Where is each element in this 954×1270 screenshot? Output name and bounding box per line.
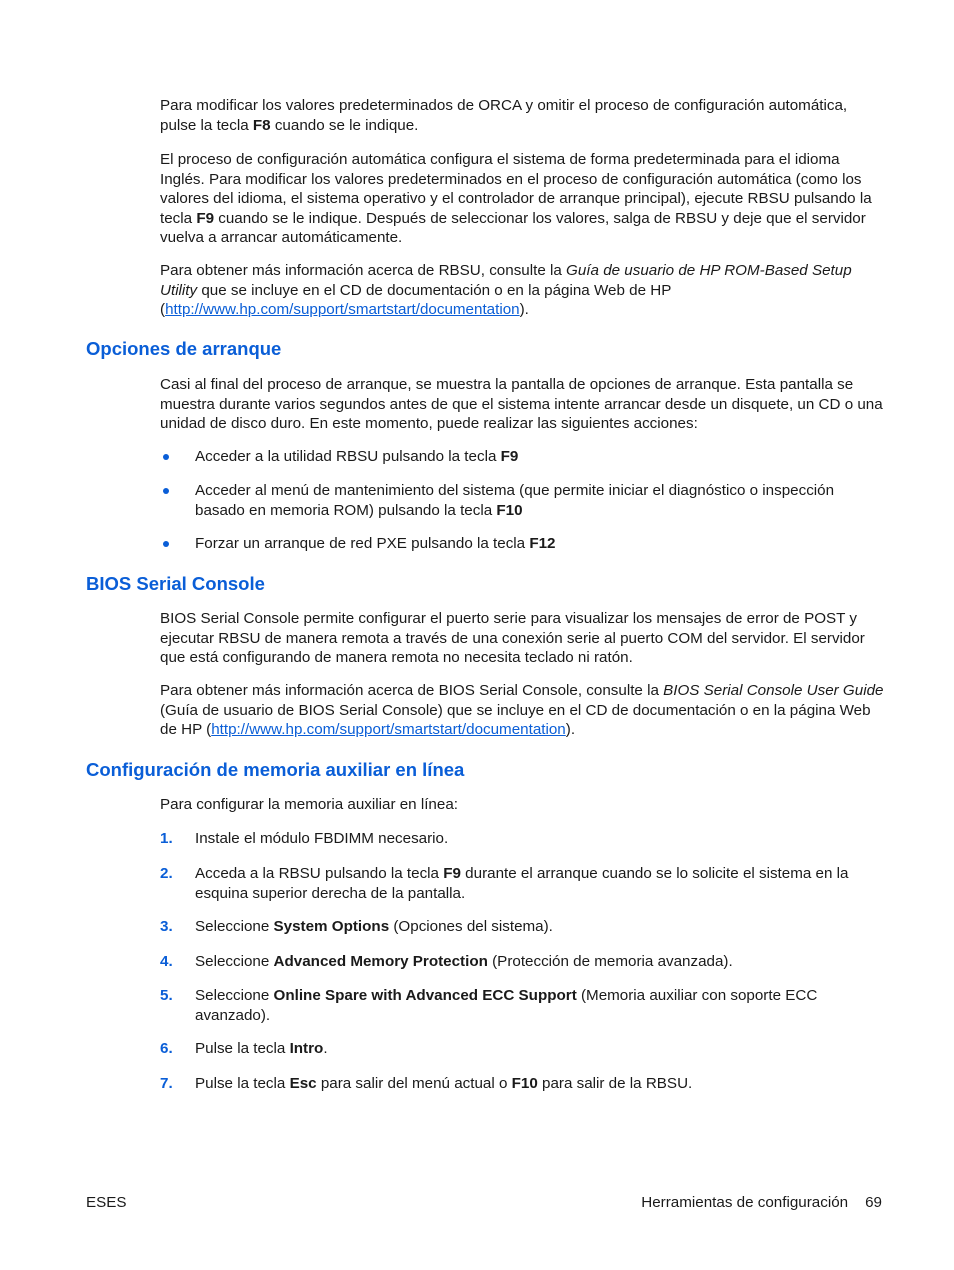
key-label: F9 xyxy=(500,448,519,465)
heading-bios-serial-console: BIOS Serial Console xyxy=(86,573,265,594)
text: (Guía de usuario de BIOS Serial Console) que se incluye en el CD de documentación o en la página Web de HP ( xyxy=(160,701,871,739)
heading-online-spare: Configuración de memoria auxiliar en línea xyxy=(86,759,465,780)
list-item xyxy=(160,986,885,1025)
text: Seleccione xyxy=(195,953,274,970)
documentation-link[interactable]: http://www.hp.com/support/smartstart/documentation xyxy=(211,721,566,739)
step-number: 4. xyxy=(160,953,173,970)
key-label: Esc xyxy=(289,1075,317,1092)
footer-section-page xyxy=(641,1193,882,1213)
text: para salir de la RBSU. xyxy=(537,1075,693,1092)
text: Seleccione xyxy=(195,987,274,1004)
key-f9: F9 xyxy=(196,209,215,227)
heading-boot-options: Opciones de arranque xyxy=(86,338,282,359)
paragraph-bios-serial-info xyxy=(160,681,885,740)
text: Pulse la tecla xyxy=(195,1040,290,1057)
step-number: 2. xyxy=(160,865,173,882)
key-label: F9 xyxy=(443,865,461,882)
step-number: 6. xyxy=(160,1040,173,1057)
text: Para obtener más información acerca de BIOS Serial Console, consulte la xyxy=(160,682,664,699)
bullet-icon xyxy=(163,454,169,460)
key-f8: F8 xyxy=(252,116,271,134)
step-number: 7. xyxy=(160,1075,173,1092)
text: durante el arranque cuando se lo solicite el sistema en la esquina superior derecha de la pantalla. xyxy=(195,865,849,902)
bullet-icon xyxy=(163,541,169,547)
key-label: F12 xyxy=(529,535,556,552)
paragraph-rbsu-info xyxy=(160,261,885,320)
menu-option: Advanced Memory Protection xyxy=(273,953,488,970)
text: (Memoria auxiliar con soporte ECC avanzado). xyxy=(195,987,818,1024)
text: Forzar un arranque de red PXE pulsando la tecla xyxy=(195,535,530,552)
list-item xyxy=(160,829,885,849)
key-label: F10 xyxy=(496,501,523,519)
menu-option: System Options xyxy=(273,918,390,935)
step-number: 1. xyxy=(160,830,173,847)
step-number: 5. xyxy=(160,987,173,1004)
text: Para obtener más información acerca de RBSU, consulte la xyxy=(160,262,567,279)
list-item xyxy=(160,1074,885,1094)
text: Instale el módulo FBDIMM necesario. xyxy=(195,830,449,847)
documentation-link[interactable]: http://www.hp.com/support/smartstart/documentation xyxy=(165,301,520,319)
list-item xyxy=(160,447,885,467)
guide-title: Guía de usuario de HP ROM-Based Setup Utility xyxy=(160,262,852,299)
text: Pulse la tecla xyxy=(195,1075,290,1092)
bullet-icon xyxy=(163,488,169,494)
text: (Protección de memoria avanzada). xyxy=(487,953,733,970)
text: El proceso de configuración automática configura el sistema de forma predeterminada para el idioma Inglés. Para modificar los valores predeterminados en el proceso de configuración automática (como los valores del idioma, el sistema operativo y el controlador de arranque principal), ejecute RBSU pulsando la tecla xyxy=(160,151,872,227)
text: Para modificar los valores predeterminados de ORCA y omitir el proceso de configuración automática, pulse la tecla xyxy=(160,97,848,134)
paragraph-online-spare-intro: Para configurar la memoria auxiliar en línea: xyxy=(160,796,458,813)
list-item xyxy=(160,1039,885,1059)
text: que se incluye en el CD de documentación o en la página Web de HP ( xyxy=(160,281,672,319)
step-number: 3. xyxy=(160,918,173,935)
text: . xyxy=(323,1040,328,1057)
guide-title: BIOS Serial Console User Guide xyxy=(663,682,884,699)
menu-option: Online Spare with Advanced ECC Support xyxy=(273,987,577,1004)
text: Seleccione xyxy=(195,918,274,935)
text: cuando se le indique. Después de seleccionar los valores, salga de RBSU y deje que el servidor vuelva a arrancar automáticamente. xyxy=(160,209,866,247)
text: ). xyxy=(519,301,529,319)
text: (Opciones del sistema). xyxy=(389,918,553,935)
footer-section-title: Herramientas de configuración xyxy=(641,1194,849,1211)
list-item xyxy=(160,481,885,520)
key-label: F10 xyxy=(511,1075,538,1092)
text: Acceda a la RBSU pulsando la tecla xyxy=(195,865,444,882)
list-item xyxy=(160,917,885,937)
text: ). xyxy=(565,721,576,739)
paragraph-bios-serial-intro: BIOS Serial Console permite configurar el puerto serie para visualizar los mensajes de error de POST y ejecutar RBSU de manera remota a través de una conexión serie al puerto COM del servidor. El servidor que está configurando de manera remota no necesita teclado ni ratón. xyxy=(160,610,865,667)
text: cuando se le indique. xyxy=(270,116,419,134)
paragraph-boot-intro: Casi al final del proceso de arranque, se muestra la pantalla de opciones de arranque. Esta pantalla se muestra durante varios segundos antes de que el sistema intente arrancar desde un disquete, un CD o una unidad de disco duro. En este momento, puede realizar las siguientes acciones: xyxy=(160,376,883,433)
list-item xyxy=(160,534,885,554)
text: Acceder a la utilidad RBSU pulsando la tecla xyxy=(195,448,501,465)
footer-locale: ESES xyxy=(86,1194,127,1211)
text: para salir del menú actual o xyxy=(316,1075,512,1092)
paragraph-autoconfig xyxy=(160,150,885,248)
key-label: Intro xyxy=(289,1040,324,1057)
list-item xyxy=(160,952,885,972)
text: Acceder al menú de mantenimiento del sistema (que permite iniciar el diagnóstico o inspección basado en memoria ROM) pulsando la tecla xyxy=(195,482,835,519)
paragraph-orca xyxy=(160,96,885,135)
list-item xyxy=(160,864,885,903)
page-number: 69 xyxy=(865,1194,882,1211)
